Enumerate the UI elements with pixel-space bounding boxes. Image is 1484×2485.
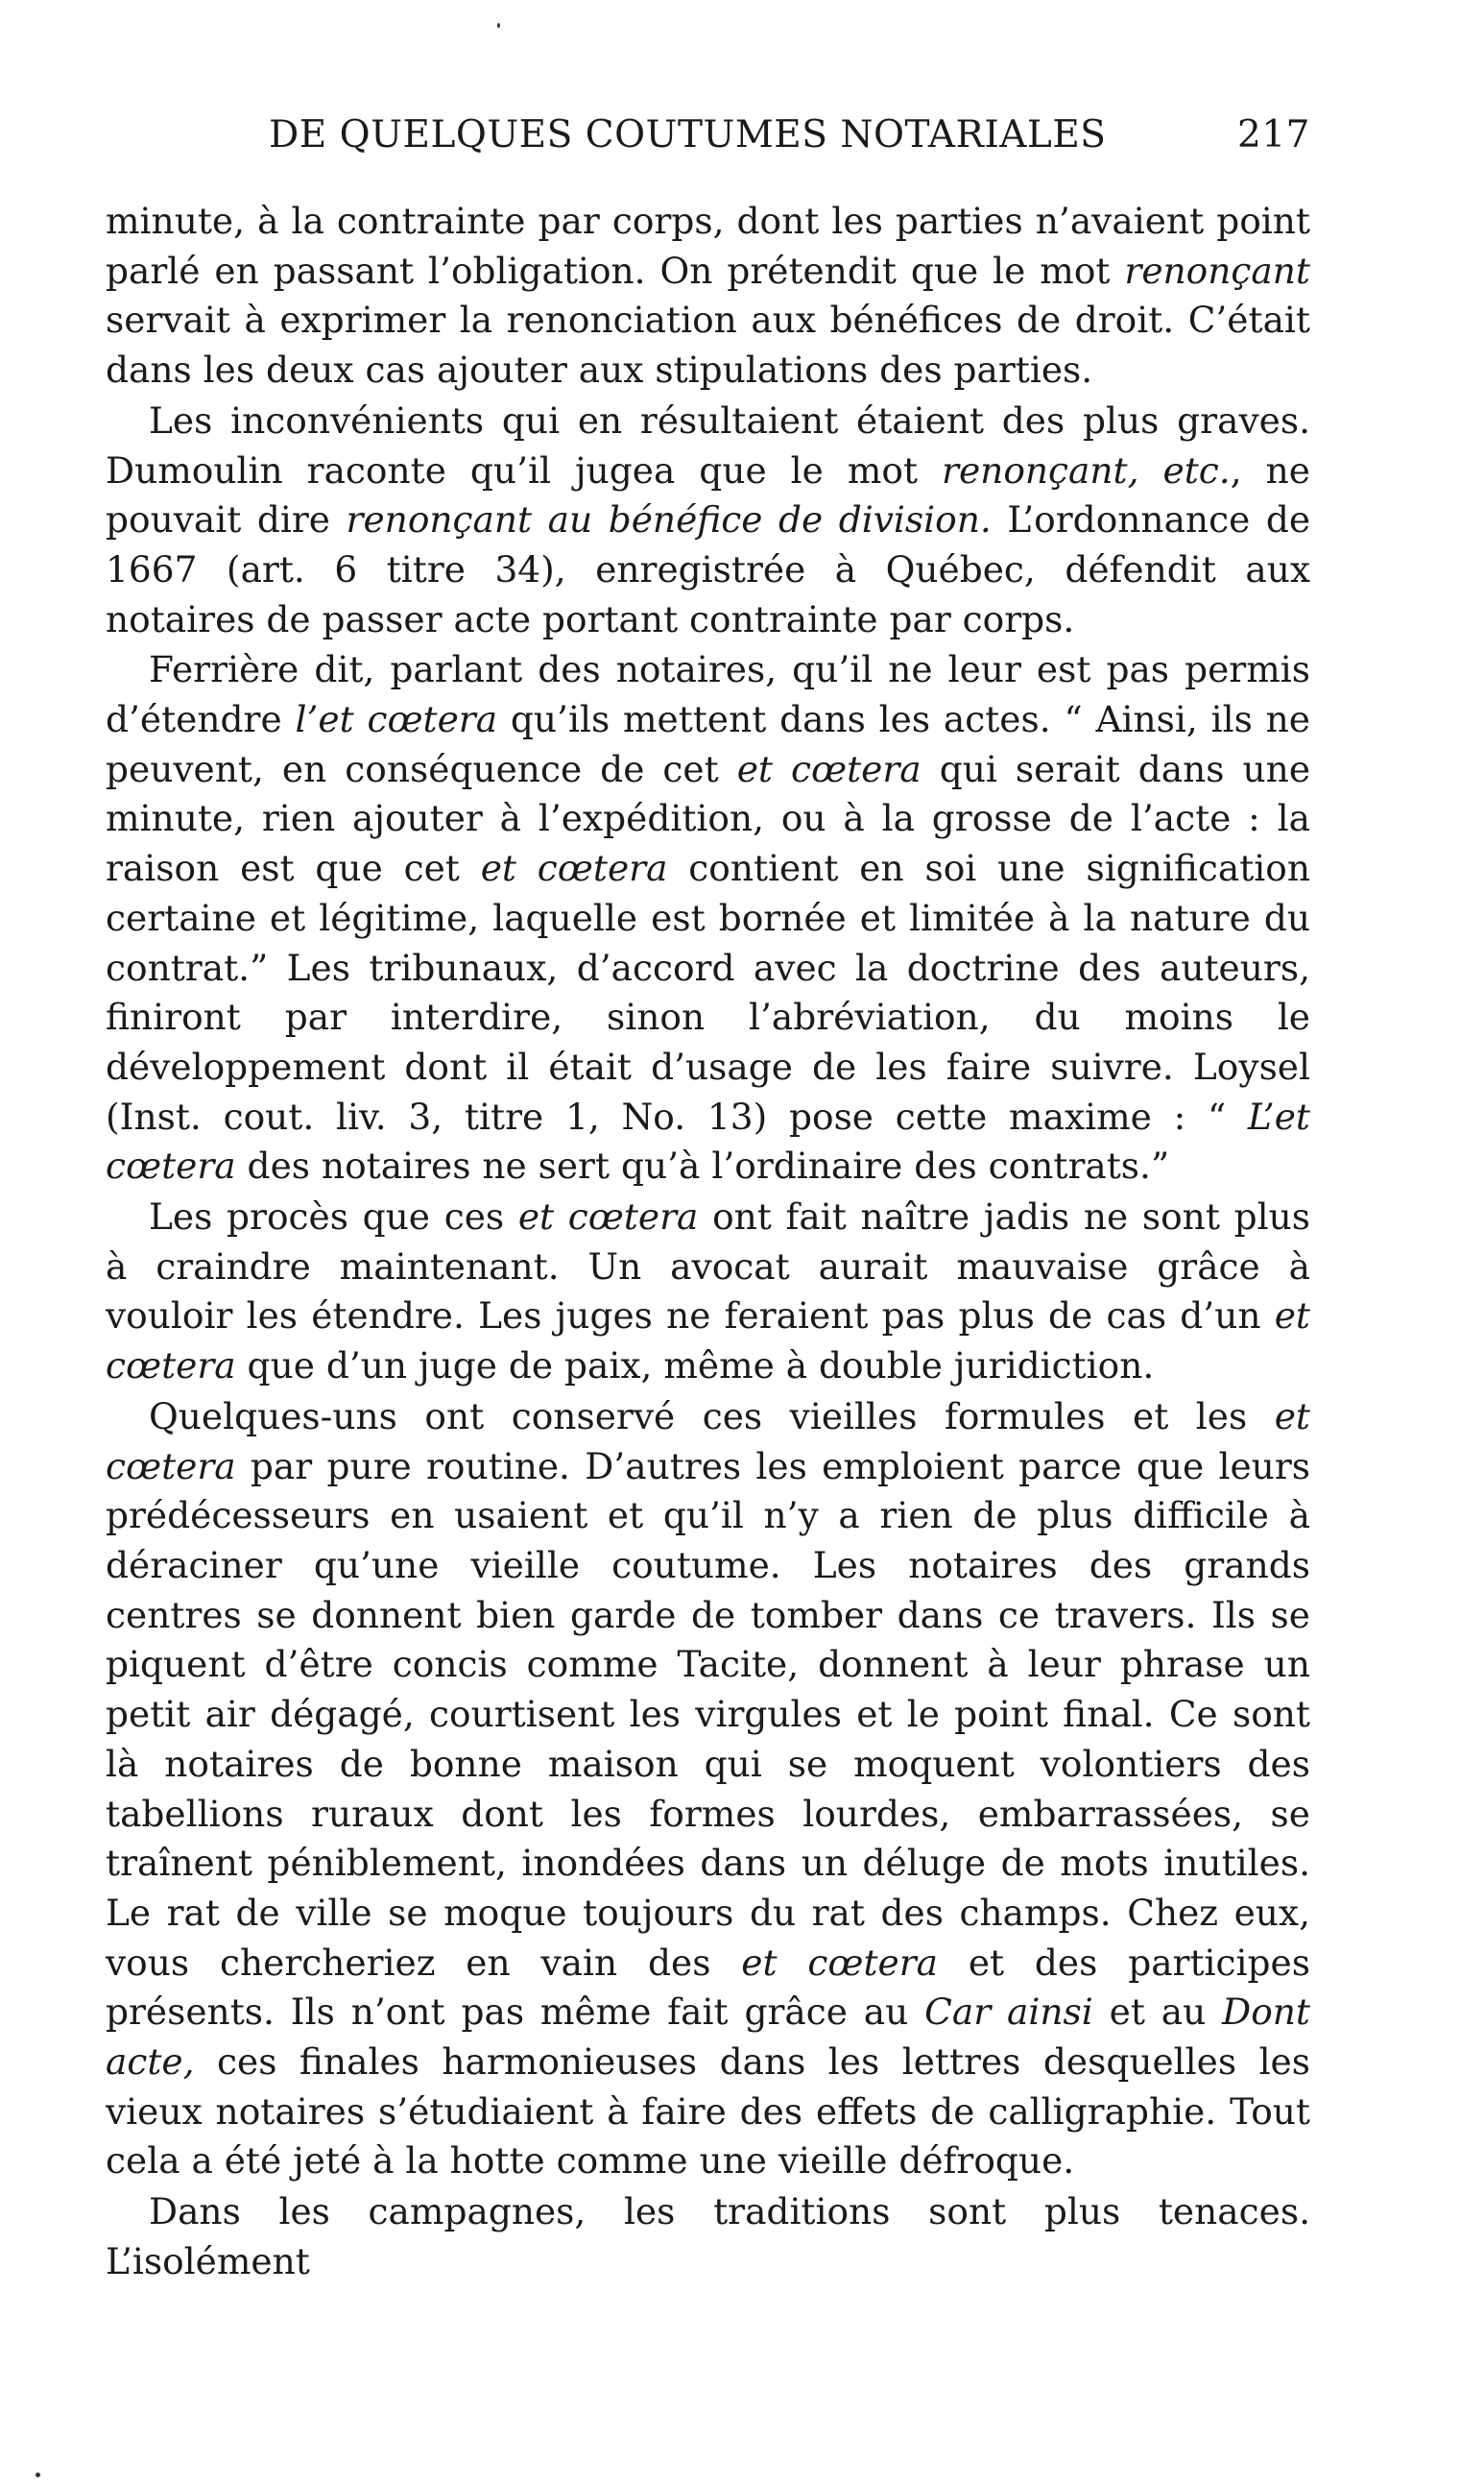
print-speck	[497, 23, 500, 28]
italic-text: et cœtera	[736, 747, 922, 790]
italic-text: L’et cœtera	[106, 1095, 1310, 1188]
italic-text: et cœtera	[517, 1195, 699, 1239]
page-number: 217	[1237, 113, 1310, 157]
text-run: Dans les campagnes, les traditions sont plus tenaces. L’isolément	[106, 2190, 1310, 2282]
text-run: , ne pouvait dire	[106, 448, 1310, 542]
italic-text: renonçant, etc.	[942, 448, 1231, 492]
text-run: ont fait naître jadis ne sont plus à craindre maintenant. Un avocat aurait mauvaise grâce à vouloir les étendre. Les juges ne feraient pas plus de cas d’un	[106, 1195, 1310, 1338]
print-speck	[36, 2473, 40, 2477]
italic-text: Dont acte,	[106, 1990, 1311, 2084]
italic-text: et cœtera	[741, 1941, 938, 1984]
text-run: L’ordonnance de 1667 (art. 6 titre 34), enregistrée à Québec, défendit aux notaires de passer acte portant contrainte par corps.	[106, 498, 1311, 640]
paragraph	[106, 397, 1310, 645]
text-run: Les procès que ces	[149, 1195, 518, 1239]
paragraph	[106, 1392, 1310, 2186]
body-text	[106, 197, 1310, 2287]
text-run: Les inconvénients qui en résultaient étaient des plus graves. Dumoulin raconte qu’il jugea que le mot	[106, 398, 1310, 492]
text-run: contient en soi une signification certaine et légitime, laquelle est bornée et limitée à la nature du contrat.” Les tribunaux, d’accord avec la doctrine des auteurs, finiront par interdire, sinon l’abréviation, du moins le développement dont il était d’usage de les faire suivre. Loysel (Inst. cout. liv. 3, titre 1, No. 13) pose cette maxime : “	[106, 847, 1311, 1138]
italic-text: Car ainsi	[924, 1990, 1093, 2034]
text-run: minute, à la contrainte par corps, dont les parties n’avaient point parlé en passant l’obligation. On prétendit que le mot	[106, 200, 1310, 292]
text-run: que d’un juge de paix, même à double juridiction.	[235, 1344, 1155, 1387]
text-run: et au	[1092, 1990, 1223, 2034]
paragraph	[106, 2187, 1310, 2286]
text-run: par pure routine. D’autres les emploient parce que leurs prédécesseurs en usaient et qu’il n’y a rien de plus difficile à déraciner qu’une vieille coutume. Les notaires des grands centres se donnent bien garde de tomber dans ce travers. Ils se piquent d’être concis comme Tacite, donnent à leur phrase un petit air dégagé, courtisent les virgules et le point final. Ce sont là notaires de bonne maison qui se moquent volontiers des tabellions ruraux dont les formes lourdes, embarrassées, se traînent péniblement, inondées dans un déluge de mots inutiles. Le rat de ville se moque toujours du rat des champs. Chez eux, vous chercheriez en vain des	[106, 1444, 1310, 1984]
text-run: qu’ils mettent dans les actes. “ Ainsi, ils ne peuvent, en conséquence de cet	[106, 698, 1311, 790]
text-run: qui serait dans une minute, rien ajouter à l’expédition, ou à la grosse de l’acte : la raison est que cet	[106, 747, 1311, 890]
paragraph	[106, 645, 1310, 1192]
running-title: DE QUELQUES COUTUMES NOTARIALES	[269, 113, 1107, 157]
text-run: et des participes présents. Ils n’ont pas même fait grâce au	[106, 1941, 1310, 2034]
text-run: Quelques-uns ont conservé ces vieilles formules et les	[149, 1394, 1275, 1437]
paragraph	[106, 197, 1310, 396]
italic-text: renonçant	[1124, 249, 1310, 292]
running-head	[106, 113, 1310, 171]
text-run: des notaires ne sert qu’à l’ordinaire des contrats.”	[235, 1145, 1170, 1188]
italic-text: renonçant au bénéfice de division.	[346, 498, 992, 542]
text-run: servait à exprimer la renonciation aux bénéfices de droit. C’était dans les deux cas ajouter aux stipulations des parties.	[106, 299, 1310, 392]
italic-text: l’et cœtera	[295, 698, 498, 741]
italic-text: et cœtera	[106, 1394, 1310, 1487]
paragraph	[106, 1193, 1310, 1391]
italic-text: et cœtera	[106, 1294, 1310, 1387]
italic-text: et cœtera	[480, 847, 668, 890]
text-run: ces finales harmonieuses dans les lettres desquelles les vieux notaires s’étudiaient à faire des effets de calligraphie. Tout cela a été jeté à la hotte comme une vieille défroque.	[106, 2040, 1310, 2183]
text-run: Ferrière dit, parlant des notaires, qu’il ne leur est pas permis d’étendre	[106, 648, 1310, 741]
